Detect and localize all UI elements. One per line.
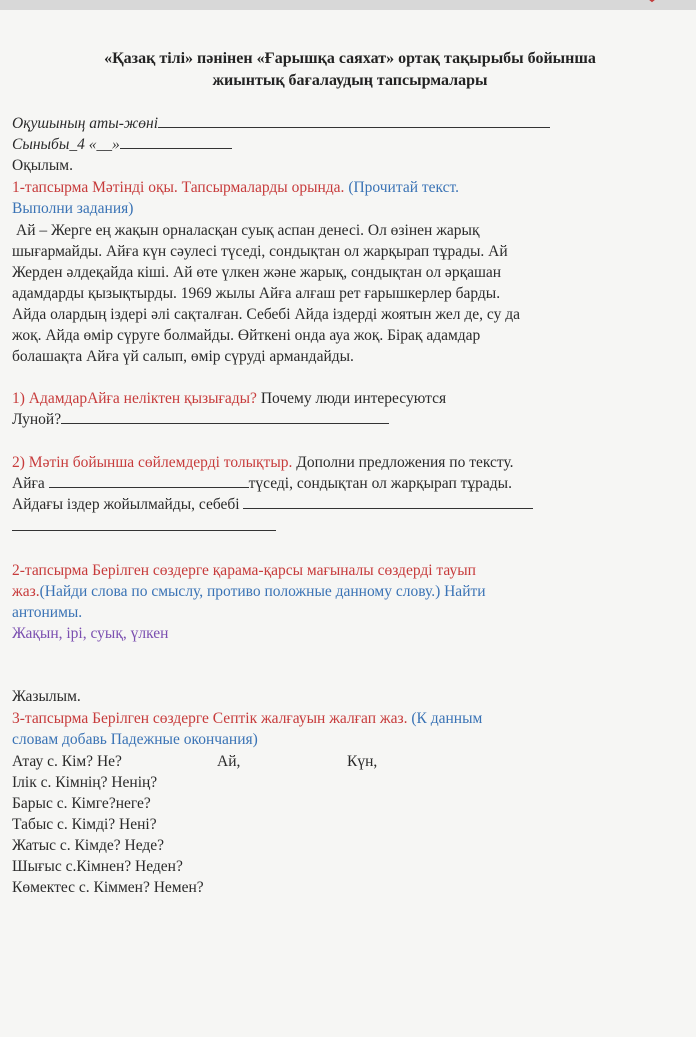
sentence-2-blank-continued[interactable]	[12, 530, 276, 531]
sentence-1	[12, 473, 512, 494]
task3-ru-line2: словам добавь Падежные окончания)	[12, 731, 258, 748]
task1-ru: (Прочитай текст.	[348, 179, 460, 196]
section-reading: Оқылым.	[12, 157, 73, 174]
task1-heading	[12, 177, 459, 198]
case-row-genitive: Ілік с. Кімнің? Ненің?	[12, 774, 158, 791]
question-2-ru: Дополни предложения по тексту.	[296, 454, 514, 471]
task2-kz2: жаз.	[12, 583, 40, 600]
task3-heading	[12, 708, 482, 729]
case-row-ablative: Шығыс с.Кімнен? Неден?	[12, 858, 183, 875]
case-row-nominative: Атау с. Кім? Не?	[12, 753, 122, 770]
text-line-5: Айда олардың іздері әлі сақталған. Себебі Айда іздерді жоятын жел де, су да	[12, 306, 520, 323]
text-line-4: адамдарды қызықтырды. 1969 жылы Айға алғаш рет ғарышкерлер барды.	[12, 285, 501, 302]
close-icon[interactable]	[638, 0, 666, 8]
sentence-2-start: Айдағы іздер жойылмайды, себебі	[12, 496, 240, 513]
case-word-kun: Күн,	[347, 753, 378, 770]
student-name-line	[12, 113, 550, 134]
case-word-ai: Ай,	[217, 753, 241, 770]
question-1-kz: 1) АдамдарАйға неліктен қызығады?	[12, 390, 257, 407]
task3-kz: 3-тапсырма Берілген сөздерге Септік жалғауын жалғап жаз.	[12, 710, 408, 727]
text-line-1: Ай – Жерге ең жақын орналасқан суық аспан денесі. Ол өзінен жарық	[16, 222, 480, 239]
student-name-blank[interactable]	[158, 113, 550, 128]
task1-ru-line2: Выполни задания)	[12, 200, 134, 217]
section-writing: Жазылым.	[12, 688, 81, 705]
top-bar	[0, 0, 696, 10]
document-title	[20, 48, 680, 92]
title-line-1: «Қазақ тілі» пәнінен «Ғарышқа саяхат» ортақ тақырыбы бойынша	[104, 50, 596, 67]
case-row-accusative: Табыс с. Кімді? Нені?	[12, 816, 157, 833]
task2-words: Жақын, ірі, суық, үлкен	[12, 625, 169, 642]
task2-ru-line2: антонимы.	[12, 604, 83, 621]
student-class-label: Сыныбы_4 «__»	[12, 136, 120, 153]
task2-ru: (Найди слова по смыслу, противо положные данному слову.) Найти	[39, 583, 486, 600]
text-line-2: шығармайды. Айға күн сәулесі түседі, сондықтан ол жарқырап тұрады. Ай	[12, 243, 508, 260]
task3-ru: (К данным	[411, 710, 483, 727]
case-row-dative: Барыс с. Кімге?неге?	[12, 795, 151, 812]
task2-heading: 2-тапсырма Берілген сөздерге қарама-қарсы мағыналы сөздерді тауып	[12, 562, 476, 579]
question-1	[12, 388, 446, 409]
answer-1-blank[interactable]	[61, 409, 389, 424]
sentence-1-end: түседі, сондықтан ол жарқырап тұрады.	[248, 475, 512, 492]
text-line-3: Жерден әлдеқайда кіші. Ай өте үлкен және жарық, сондықтан ол әрқашан	[12, 264, 502, 281]
task1-kz: 1-тапсырма Мәтінді оқы. Тапсырмаларды орында.	[12, 179, 345, 196]
question-2-kz: 2) Мәтін бойынша сөйлемдерді толықтыр.	[12, 454, 293, 471]
sentence-2	[12, 494, 533, 515]
student-name-label: Оқушының аты-жөні	[12, 115, 159, 132]
task2-line2	[12, 581, 486, 602]
sentence-1-blank[interactable]	[49, 473, 249, 488]
title-line-2: жиынтық бағалаудың тапсырмалары	[212, 72, 488, 89]
text-line-6: жоқ. Айда өмір сүруге болмайды. Өйткені онда ауа жоқ. Бірақ адамдар	[12, 327, 481, 344]
question-1-line2	[12, 409, 389, 430]
question-1-ru2: Луной?	[12, 411, 62, 428]
sentence-2-blank[interactable]	[243, 494, 533, 509]
text-line-7: болашақта Айға үй салып, өмір сүруді армандайды.	[12, 348, 354, 365]
student-class-blank[interactable]	[120, 134, 232, 149]
question-1-ru: Почему люди интересуются	[260, 390, 447, 407]
question-2	[12, 452, 514, 473]
sentence-1-start: Айға	[12, 475, 45, 492]
case-row-instrumental: Көмектес с. Кіммен? Немен?	[12, 879, 204, 896]
case-row-locative: Жатыс с. Кімде? Неде?	[12, 837, 165, 854]
student-class-line	[12, 134, 232, 155]
